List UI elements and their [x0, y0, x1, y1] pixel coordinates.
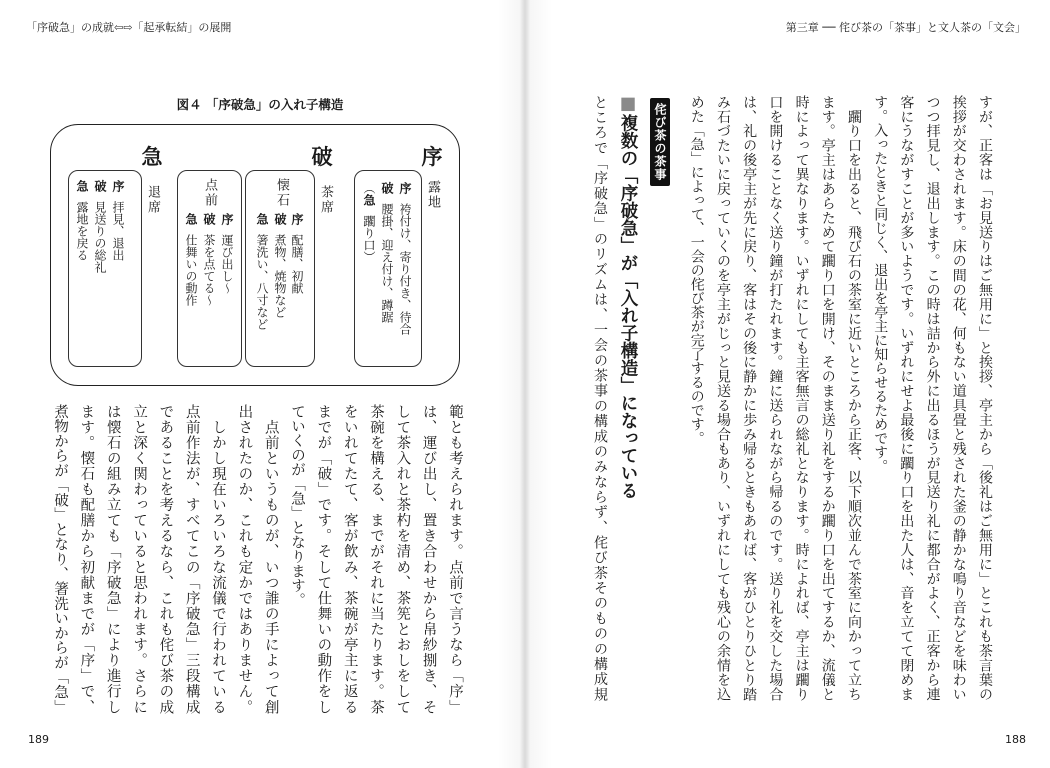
jo-item-jo	[397, 182, 413, 335]
text-column: して茶入れと茶杓を清め、茶筅とおしをして	[394, 404, 411, 714]
text-column: は、礼の後亭主が先に戻り、客はその後に静かに歩み帰るときもあれば、客がひとりひとり踏	[741, 95, 758, 701]
item-text: 袴付け、寄り付き、待合	[398, 203, 412, 335]
text-column: つつ拝見し、退出します。この時は詰から外に出るほうが見送り礼に都合がよく、正客から連	[924, 95, 941, 702]
gutter-shadow	[498, 0, 552, 768]
kyu-item-kyu	[74, 180, 90, 261]
kaiseki-item-ha	[272, 213, 288, 318]
text-column: 躙り口を出ると、飛び石の茶室に近いところから正客、以下順次並んで茶室に向かって立ち	[845, 95, 862, 701]
heading-text: 複数の「序破急」が「入れ子構造」になっている	[618, 114, 638, 499]
temae-item-kyu	[183, 213, 199, 306]
text-column: をいれてたて、客が飲み、茶碗が亭主に返る	[341, 404, 358, 714]
item-label: 急	[362, 194, 376, 206]
item-label: 急	[75, 180, 89, 192]
kaiseki-item-jo	[289, 213, 305, 294]
section-heading	[615, 94, 641, 514]
text-column: ます。懐石も配膳から初献までが「序」で、	[78, 404, 95, 714]
item-text: 配膳、初献	[290, 234, 304, 294]
item-label: 序	[111, 180, 125, 192]
item-label: 急	[184, 213, 198, 225]
place-roji: 露地	[425, 180, 440, 210]
kyu-item-ha	[92, 180, 108, 273]
text-column: 挨拶が交わされます。床の間の花、何もない道具畳と残された釜の静かな鳴り音などを味わい	[950, 95, 967, 702]
text-column: 点前作法が、すべてこの「序破急」三段構成	[183, 404, 200, 714]
lead-paragraph	[587, 95, 613, 701]
left-page-number: 189	[28, 733, 49, 746]
item-label: 破	[380, 182, 394, 194]
item-label: 破	[93, 180, 107, 192]
item-text: 仕舞いの動作	[184, 234, 198, 306]
text-column: ます。亭主はあらためて躙り口を開け、そのまま送り礼をするか躙り口を出てするか、流儀と	[819, 95, 836, 702]
item-text: 見送りの総礼	[93, 201, 107, 273]
item-text: 拝見、退出	[111, 201, 125, 261]
kaiseki-item-kyu	[254, 213, 270, 330]
figure-title: 図４ 「序破急」の入れ子構造	[176, 97, 344, 112]
text-column: 立と深く関わっていると思われます。さらに	[131, 404, 148, 714]
item-label: 急	[255, 213, 269, 225]
temae-item-ha	[201, 213, 217, 306]
temae-heading: 点前	[202, 178, 217, 208]
text-column: 客にうながすことが多いようです。いずれにせよ最後に躙り口を出た人は、音を立てて閉めま	[898, 95, 915, 702]
text-column: 茶碗を構える、までがそれに当たります。茶	[368, 404, 385, 714]
place-taiseki: 退席	[145, 185, 160, 215]
text-column: までが「破」です。そして仕舞いの動作をし	[315, 404, 332, 714]
kaiseki-heading: 懐石	[274, 178, 289, 208]
text-column: 範とも考えられます。点前で言うなら「序」	[447, 404, 463, 714]
item-label: 序	[398, 182, 412, 194]
text-column: めた「急」によって、一会の侘び茶が完了するのです。	[688, 95, 705, 445]
text-column: 時によって異なります。いずれにしても主客無言の総礼となります。時によれば、亭主は躙り	[793, 95, 810, 702]
left-running-head: 「序破急」の成就⇦⇨「起承転結」の展開	[26, 21, 232, 34]
stage-jo: 序	[421, 145, 443, 169]
item-label: 序	[290, 213, 304, 225]
item-text: 露地を戻る	[75, 201, 89, 261]
stage-kyu: 急	[141, 145, 163, 169]
place-chaseki: 茶席	[318, 185, 333, 215]
kyu-item-jo	[110, 180, 126, 261]
stage-ha: 破	[311, 145, 333, 169]
text-column: すが、正客は「お見送りはご無用に」と挨拶、亭主から「後礼はご無用に」とこれも茶言葉の	[977, 95, 993, 701]
text-column: ところで「序破急」のリズムは、一会の茶事の構成のみならず、侘び茶そのものの構成規	[592, 95, 608, 701]
item-text: 箸洗い、八寸など	[255, 234, 269, 330]
text-column: 煮物からが「破」となり、箸洗いからが「急」	[52, 404, 69, 714]
item-text: 茶を点てる〜	[202, 234, 216, 306]
right-body-text	[684, 95, 998, 701]
item-label: 破	[202, 213, 216, 225]
section-label: 侘び茶の茶事	[650, 98, 670, 186]
text-column: であることを考えるなら、これも侘び茶の成	[157, 404, 174, 714]
item-text: 運び出し〜	[220, 234, 234, 294]
text-column: み石づたいに戻っていくのを亭主がじっと見送る場合もあり、いずれにしても残心の余情を込	[714, 95, 731, 701]
heading-square-marker: ■	[618, 94, 638, 114]
left-body-text	[47, 404, 468, 714]
right-page-number: 188	[1005, 733, 1026, 746]
text-column: 口を開けることなく送り鐘が打たれます。鐘に送られながら帰るのです。送り礼を交した場合	[767, 95, 784, 702]
text-column: 出されたのか、これも定かではありません。	[236, 404, 253, 714]
text-column: ていくのが「急」となります。	[289, 404, 306, 607]
text-column: 点前というものが、いつ誰の手によって創	[262, 404, 279, 714]
right-running-head: 第三章 ── 侘び茶の「茶事」と文人茶の「文会」	[785, 21, 1026, 34]
item-open-paren: （	[362, 182, 376, 194]
text-column: す。入ったときと同じく、退出を亭主に知らせるためです。	[872, 95, 889, 473]
item-text: 煮物、焼物など	[273, 234, 287, 318]
jo-item-kyu	[361, 182, 377, 263]
temae-item-jo	[219, 213, 235, 294]
item-text: 躙り口）	[362, 215, 376, 263]
item-label: 破	[273, 213, 287, 225]
item-text: 腰掛、迎え付け、蹲踞	[380, 203, 394, 323]
text-column: しかし現在いろいろな流儀で行われている	[210, 404, 227, 714]
jo-item-ha	[379, 182, 395, 323]
item-label: 序	[220, 213, 234, 225]
text-column: は、運び出し、置き合わせから帛紗捌き、そ	[420, 404, 437, 714]
text-column: は懐石の組み立ても「序破急」により進行し	[104, 404, 121, 714]
